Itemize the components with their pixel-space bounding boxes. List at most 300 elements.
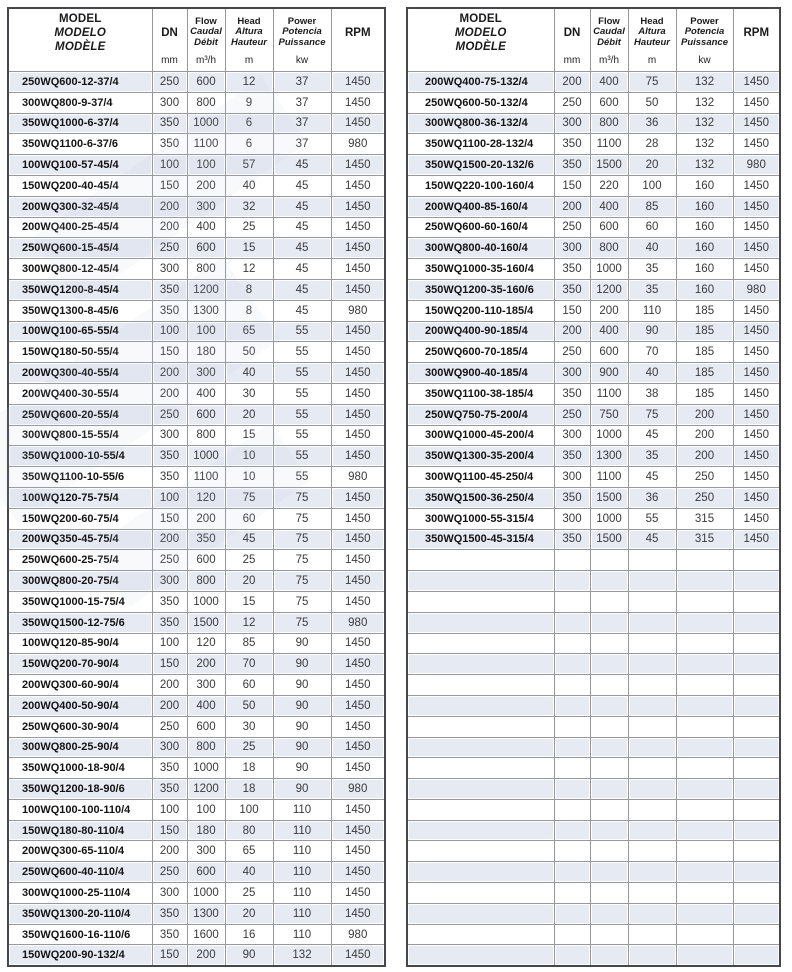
- empty-cell: [733, 654, 780, 675]
- flow-cell: 750: [590, 404, 628, 425]
- rpm-cell: 1450: [733, 175, 780, 196]
- power-cell: 45: [273, 217, 331, 238]
- header-flow-es: Caudal: [593, 26, 625, 38]
- rpm-cell: 1450: [331, 113, 385, 134]
- head-cell: 30: [225, 383, 273, 404]
- header-head-en: Head: [237, 15, 261, 27]
- empty-row: [407, 903, 780, 924]
- dn-cell: 300: [152, 259, 187, 280]
- head-cell: 45: [628, 529, 676, 550]
- rpm-cell: 1450: [733, 321, 780, 342]
- flow-cell: 600: [187, 72, 225, 93]
- flow-cell: 1100: [590, 467, 628, 488]
- dn-cell: 300: [152, 571, 187, 592]
- power-cell: 45: [273, 175, 331, 196]
- model-cell: 350WQ1500-45-315/4: [407, 529, 554, 550]
- header-flow-unit: m³/h: [196, 55, 216, 66]
- power-cell: 45: [273, 155, 331, 176]
- power-cell: 75: [273, 529, 331, 550]
- flow-cell: 1000: [187, 883, 225, 904]
- empty-cell: [590, 737, 628, 758]
- flow-cell: 180: [187, 820, 225, 841]
- dn-cell: 350: [152, 134, 187, 155]
- head-cell: 15: [225, 591, 273, 612]
- empty-cell: [733, 633, 780, 654]
- empty-cell: [676, 695, 733, 716]
- dn-cell: 350: [152, 612, 187, 633]
- flow-cell: 120: [187, 487, 225, 508]
- rpm-cell: 1450: [331, 446, 385, 467]
- flow-cell: 120: [187, 633, 225, 654]
- table-row: [8, 217, 385, 238]
- model-cell: 300WQ800-25-90/4: [8, 737, 152, 758]
- rpm-cell: 1450: [733, 259, 780, 280]
- head-cell: 90: [628, 321, 676, 342]
- flow-cell: 1000: [590, 259, 628, 280]
- header-flow-en: Flow: [598, 15, 620, 27]
- head-cell: 45: [225, 529, 273, 550]
- model-cell: 150WQ180-50-55/4: [8, 342, 152, 363]
- power-cell: 55: [273, 467, 331, 488]
- head-cell: 40: [628, 238, 676, 259]
- power-cell: 55: [273, 342, 331, 363]
- empty-cell: [733, 820, 780, 841]
- head-cell: 100: [225, 799, 273, 820]
- header-model-unit: [408, 54, 554, 71]
- head-cell: 20: [225, 571, 273, 592]
- model-cell: 200WQ300-32-45/4: [8, 196, 152, 217]
- rpm-cell: 1450: [331, 404, 385, 425]
- empty-cell: [407, 654, 554, 675]
- header-dn-label: DN: [161, 26, 178, 39]
- rpm-cell: 1450: [733, 113, 780, 134]
- flow-cell: 1500: [590, 487, 628, 508]
- rpm-cell: 1450: [331, 342, 385, 363]
- header-flow-es: Caudal: [190, 26, 222, 38]
- flow-cell: 1200: [590, 279, 628, 300]
- col-header-model: [8, 8, 152, 72]
- empty-cell: [554, 841, 590, 862]
- rpm-cell: 1450: [733, 196, 780, 217]
- power-cell: 185: [676, 363, 733, 384]
- model-cell: 350WQ1500-12-75/6: [8, 612, 152, 633]
- power-cell: 132: [676, 92, 733, 113]
- empty-cell: [407, 862, 554, 883]
- head-cell: 45: [628, 425, 676, 446]
- empty-cell: [733, 612, 780, 633]
- dn-cell: 350: [152, 113, 187, 134]
- empty-cell: [676, 924, 733, 945]
- flow-cell: 600: [187, 404, 225, 425]
- header-flow-unit: m³/h: [599, 55, 619, 66]
- dn-cell: 100: [152, 799, 187, 820]
- table-row: [407, 487, 780, 508]
- header-power-unit: kw: [295, 55, 309, 66]
- flow-cell: 200: [187, 945, 225, 966]
- power-cell: 132: [676, 134, 733, 155]
- head-cell: 15: [225, 238, 273, 259]
- empty-cell: [590, 612, 628, 633]
- table-row: [8, 155, 385, 176]
- power-cell: 200: [676, 404, 733, 425]
- empty-row: [407, 654, 780, 675]
- empty-row: [407, 633, 780, 654]
- header-row: [8, 8, 385, 72]
- power-cell: 110: [273, 820, 331, 841]
- dn-cell: 250: [152, 862, 187, 883]
- rpm-cell: 1450: [331, 72, 385, 93]
- model-cell: 150WQ200-40-45/4: [8, 175, 152, 196]
- model-cell: 250WQ600-20-55/4: [8, 404, 152, 425]
- col-header-model: [407, 8, 554, 72]
- header-power-en: Power: [287, 15, 317, 27]
- flow-cell: 300: [187, 841, 225, 862]
- dn-cell: 250: [152, 550, 187, 571]
- flow-cell: 1100: [187, 467, 225, 488]
- empty-cell: [590, 799, 628, 820]
- flow-cell: 600: [590, 342, 628, 363]
- power-cell: 45: [273, 238, 331, 259]
- pump-spec-table-left: [7, 7, 386, 967]
- dn-cell: 350: [554, 279, 590, 300]
- empty-cell: [628, 903, 676, 924]
- table-row: [407, 425, 780, 446]
- table-row: [8, 591, 385, 612]
- empty-cell: [676, 737, 733, 758]
- model-cell: 350WQ1500-36-250/4: [407, 487, 554, 508]
- rpm-cell: 980: [331, 300, 385, 321]
- model-cell: 200WQ400-85-160/4: [407, 196, 554, 217]
- head-cell: 40: [225, 862, 273, 883]
- empty-cell: [407, 695, 554, 716]
- empty-cell: [628, 695, 676, 716]
- table-row: [8, 196, 385, 217]
- power-cell: 110: [273, 799, 331, 820]
- empty-row: [407, 841, 780, 862]
- rpm-cell: 1450: [331, 550, 385, 571]
- power-cell: 90: [273, 675, 331, 696]
- empty-cell: [554, 571, 590, 592]
- model-cell: 200WQ400-75-132/4: [407, 72, 554, 93]
- dn-cell: 200: [554, 196, 590, 217]
- power-cell: 185: [676, 321, 733, 342]
- dn-cell: 200: [152, 196, 187, 217]
- head-cell: 32: [225, 196, 273, 217]
- rpm-cell: 980: [331, 779, 385, 800]
- empty-cell: [676, 612, 733, 633]
- model-cell: 200WQ300-40-55/4: [8, 363, 152, 384]
- rpm-cell: 1450: [331, 217, 385, 238]
- empty-cell: [733, 924, 780, 945]
- dn-cell: 300: [554, 238, 590, 259]
- empty-cell: [733, 862, 780, 883]
- power-cell: 75: [273, 508, 331, 529]
- empty-cell: [628, 716, 676, 737]
- head-cell: 25: [225, 550, 273, 571]
- table-row: [407, 467, 780, 488]
- dn-cell: 350: [554, 259, 590, 280]
- table-row: [407, 175, 780, 196]
- dn-cell: 150: [554, 175, 590, 196]
- dn-cell: 300: [554, 508, 590, 529]
- dn-cell: 300: [152, 883, 187, 904]
- empty-cell: [590, 758, 628, 779]
- flow-cell: 1000: [187, 758, 225, 779]
- empty-cell: [407, 675, 554, 696]
- empty-cell: [733, 591, 780, 612]
- table-row: [8, 529, 385, 550]
- model-cell: 250WQ600-50-132/4: [407, 92, 554, 113]
- rpm-cell: 1450: [331, 695, 385, 716]
- flow-cell: 300: [187, 196, 225, 217]
- empty-cell: [407, 633, 554, 654]
- power-cell: 132: [273, 945, 331, 966]
- table-row: [407, 113, 780, 134]
- head-cell: 25: [225, 883, 273, 904]
- flow-cell: 100: [187, 799, 225, 820]
- empty-cell: [676, 841, 733, 862]
- dn-cell: 350: [554, 134, 590, 155]
- empty-cell: [554, 550, 590, 571]
- head-cell: 90: [225, 945, 273, 966]
- dn-cell: 200: [152, 695, 187, 716]
- table-row: [8, 924, 385, 945]
- dn-cell: 300: [554, 113, 590, 134]
- flow-cell: 800: [187, 259, 225, 280]
- empty-cell: [628, 862, 676, 883]
- rpm-cell: 1450: [331, 675, 385, 696]
- table-row: [8, 92, 385, 113]
- power-cell: 45: [273, 196, 331, 217]
- table-row: [8, 279, 385, 300]
- table-row: [8, 841, 385, 862]
- rpm-cell: 980: [331, 612, 385, 633]
- flow-cell: 1300: [590, 446, 628, 467]
- empty-cell: [676, 591, 733, 612]
- flow-cell: 1000: [187, 113, 225, 134]
- table-row: [407, 383, 780, 404]
- table-row: [8, 862, 385, 883]
- table-row: [8, 695, 385, 716]
- power-cell: 110: [273, 903, 331, 924]
- rpm-cell: 1450: [733, 238, 780, 259]
- empty-cell: [407, 903, 554, 924]
- col-header-power: [273, 8, 331, 72]
- dn-cell: 300: [554, 425, 590, 446]
- table-row: [8, 654, 385, 675]
- power-cell: 315: [676, 508, 733, 529]
- rpm-cell: 1450: [331, 862, 385, 883]
- model-cell: 100WQ100-65-55/4: [8, 321, 152, 342]
- empty-row: [407, 737, 780, 758]
- empty-row: [407, 862, 780, 883]
- rpm-cell: 1450: [331, 383, 385, 404]
- power-cell: 90: [273, 633, 331, 654]
- flow-cell: 600: [590, 92, 628, 113]
- model-cell: 100WQ100-100-110/4: [8, 799, 152, 820]
- head-cell: 50: [225, 695, 273, 716]
- flow-cell: 400: [590, 196, 628, 217]
- table-row: [407, 321, 780, 342]
- empty-cell: [407, 779, 554, 800]
- dn-cell: 250: [152, 404, 187, 425]
- table-row: [8, 571, 385, 592]
- rpm-cell: 1450: [331, 92, 385, 113]
- empty-cell: [676, 883, 733, 904]
- empty-cell: [590, 862, 628, 883]
- head-cell: 20: [628, 155, 676, 176]
- header-dn-unit: mm: [563, 55, 581, 66]
- rpm-cell: 1450: [331, 508, 385, 529]
- head-cell: 12: [225, 612, 273, 633]
- model-cell: 350WQ1000-6-37/4: [8, 113, 152, 134]
- flow-cell: 400: [187, 217, 225, 238]
- dn-cell: 250: [152, 238, 187, 259]
- model-cell: 150WQ200-60-75/4: [8, 508, 152, 529]
- model-cell: 350WQ1000-18-90/4: [8, 758, 152, 779]
- table-row: [8, 342, 385, 363]
- power-cell: 160: [676, 259, 733, 280]
- table-row: [8, 550, 385, 571]
- empty-cell: [676, 654, 733, 675]
- rpm-cell: 1450: [733, 217, 780, 238]
- dn-cell: 100: [152, 487, 187, 508]
- empty-cell: [407, 924, 554, 945]
- model-cell: 350WQ1100-10-55/6: [8, 467, 152, 488]
- flow-cell: 300: [187, 675, 225, 696]
- model-cell: 100WQ120-85-90/4: [8, 633, 152, 654]
- empty-cell: [590, 841, 628, 862]
- empty-cell: [733, 675, 780, 696]
- empty-cell: [554, 924, 590, 945]
- table-row: [8, 633, 385, 654]
- table-row: [8, 425, 385, 446]
- table-row: [407, 363, 780, 384]
- head-cell: 20: [225, 903, 273, 924]
- head-cell: 40: [225, 363, 273, 384]
- table-row: [8, 175, 385, 196]
- rpm-cell: 1450: [733, 467, 780, 488]
- table-row: [407, 134, 780, 155]
- model-cell: 250WQ600-30-90/4: [8, 716, 152, 737]
- power-cell: 37: [273, 92, 331, 113]
- flow-cell: 1200: [187, 779, 225, 800]
- dn-cell: 350: [152, 591, 187, 612]
- flow-cell: 1500: [590, 529, 628, 550]
- header-model-fr: MODÈLE: [55, 40, 106, 53]
- rpm-cell: 1450: [331, 238, 385, 259]
- table-row: [407, 342, 780, 363]
- rpm-cell: 1450: [733, 404, 780, 425]
- table-row: [8, 883, 385, 904]
- rpm-cell: 1450: [331, 363, 385, 384]
- dn-cell: 300: [152, 92, 187, 113]
- model-cell: 350WQ1000-10-55/4: [8, 446, 152, 467]
- rpm-cell: 1450: [331, 654, 385, 675]
- empty-cell: [676, 799, 733, 820]
- header-model-fr: MODÈLE: [455, 40, 506, 53]
- power-cell: 55: [273, 446, 331, 467]
- power-cell: 110: [273, 883, 331, 904]
- table-row: [407, 404, 780, 425]
- power-cell: 55: [273, 383, 331, 404]
- empty-cell: [628, 675, 676, 696]
- power-cell: 75: [273, 550, 331, 571]
- empty-cell: [628, 924, 676, 945]
- col-header-dn: [554, 8, 590, 72]
- flow-cell: 1100: [187, 134, 225, 155]
- head-cell: 36: [628, 487, 676, 508]
- rpm-cell: 1450: [331, 259, 385, 280]
- table-row: [407, 508, 780, 529]
- header-power-fr: Puissance: [681, 36, 728, 48]
- model-cell: 350WQ1000-15-75/4: [8, 591, 152, 612]
- model-cell: 150WQ180-80-110/4: [8, 820, 152, 841]
- model-cell: 250WQ600-40-110/4: [8, 862, 152, 883]
- head-cell: 57: [225, 155, 273, 176]
- head-cell: 75: [225, 487, 273, 508]
- model-cell: 150WQ200-90-132/4: [8, 945, 152, 966]
- rpm-cell: 1450: [331, 883, 385, 904]
- head-cell: 40: [225, 175, 273, 196]
- model-cell: 300WQ800-40-160/4: [407, 238, 554, 259]
- power-cell: 250: [676, 467, 733, 488]
- flow-cell: 800: [187, 425, 225, 446]
- empty-cell: [554, 675, 590, 696]
- power-cell: 160: [676, 217, 733, 238]
- head-cell: 9: [225, 92, 273, 113]
- power-cell: 185: [676, 383, 733, 404]
- head-cell: 10: [225, 446, 273, 467]
- header-flow-en: Flow: [195, 15, 217, 27]
- flow-cell: 800: [590, 238, 628, 259]
- head-cell: 60: [628, 217, 676, 238]
- rpm-cell: 980: [331, 924, 385, 945]
- model-cell: 250WQ600-12-37/4: [8, 72, 152, 93]
- rpm-cell: 1450: [331, 841, 385, 862]
- model-cell: 200WQ350-45-75/4: [8, 529, 152, 550]
- empty-cell: [407, 841, 554, 862]
- empty-cell: [407, 612, 554, 633]
- empty-cell: [590, 924, 628, 945]
- rpm-cell: 1450: [733, 508, 780, 529]
- flow-cell: 800: [590, 113, 628, 134]
- table-row: [8, 945, 385, 966]
- header-rpm-label: RPM: [344, 26, 371, 39]
- table-row: [8, 383, 385, 404]
- flow-cell: 220: [590, 175, 628, 196]
- model-cell: 300WQ1000-25-110/4: [8, 883, 152, 904]
- dn-cell: 150: [152, 175, 187, 196]
- header-flow-fr: Débit: [597, 36, 621, 48]
- power-cell: 200: [676, 446, 733, 467]
- table-row: [8, 238, 385, 259]
- table-row: [407, 446, 780, 467]
- table-row: [407, 155, 780, 176]
- table-row: [8, 467, 385, 488]
- flow-cell: 400: [187, 695, 225, 716]
- head-cell: 100: [628, 175, 676, 196]
- rpm-cell: 980: [331, 467, 385, 488]
- dn-cell: 350: [554, 155, 590, 176]
- flow-cell: 1000: [187, 591, 225, 612]
- model-cell: 300WQ800-20-75/4: [8, 571, 152, 592]
- empty-cell: [554, 695, 590, 716]
- head-cell: 28: [628, 134, 676, 155]
- table-row: [8, 300, 385, 321]
- head-cell: 40: [628, 363, 676, 384]
- empty-cell: [733, 758, 780, 779]
